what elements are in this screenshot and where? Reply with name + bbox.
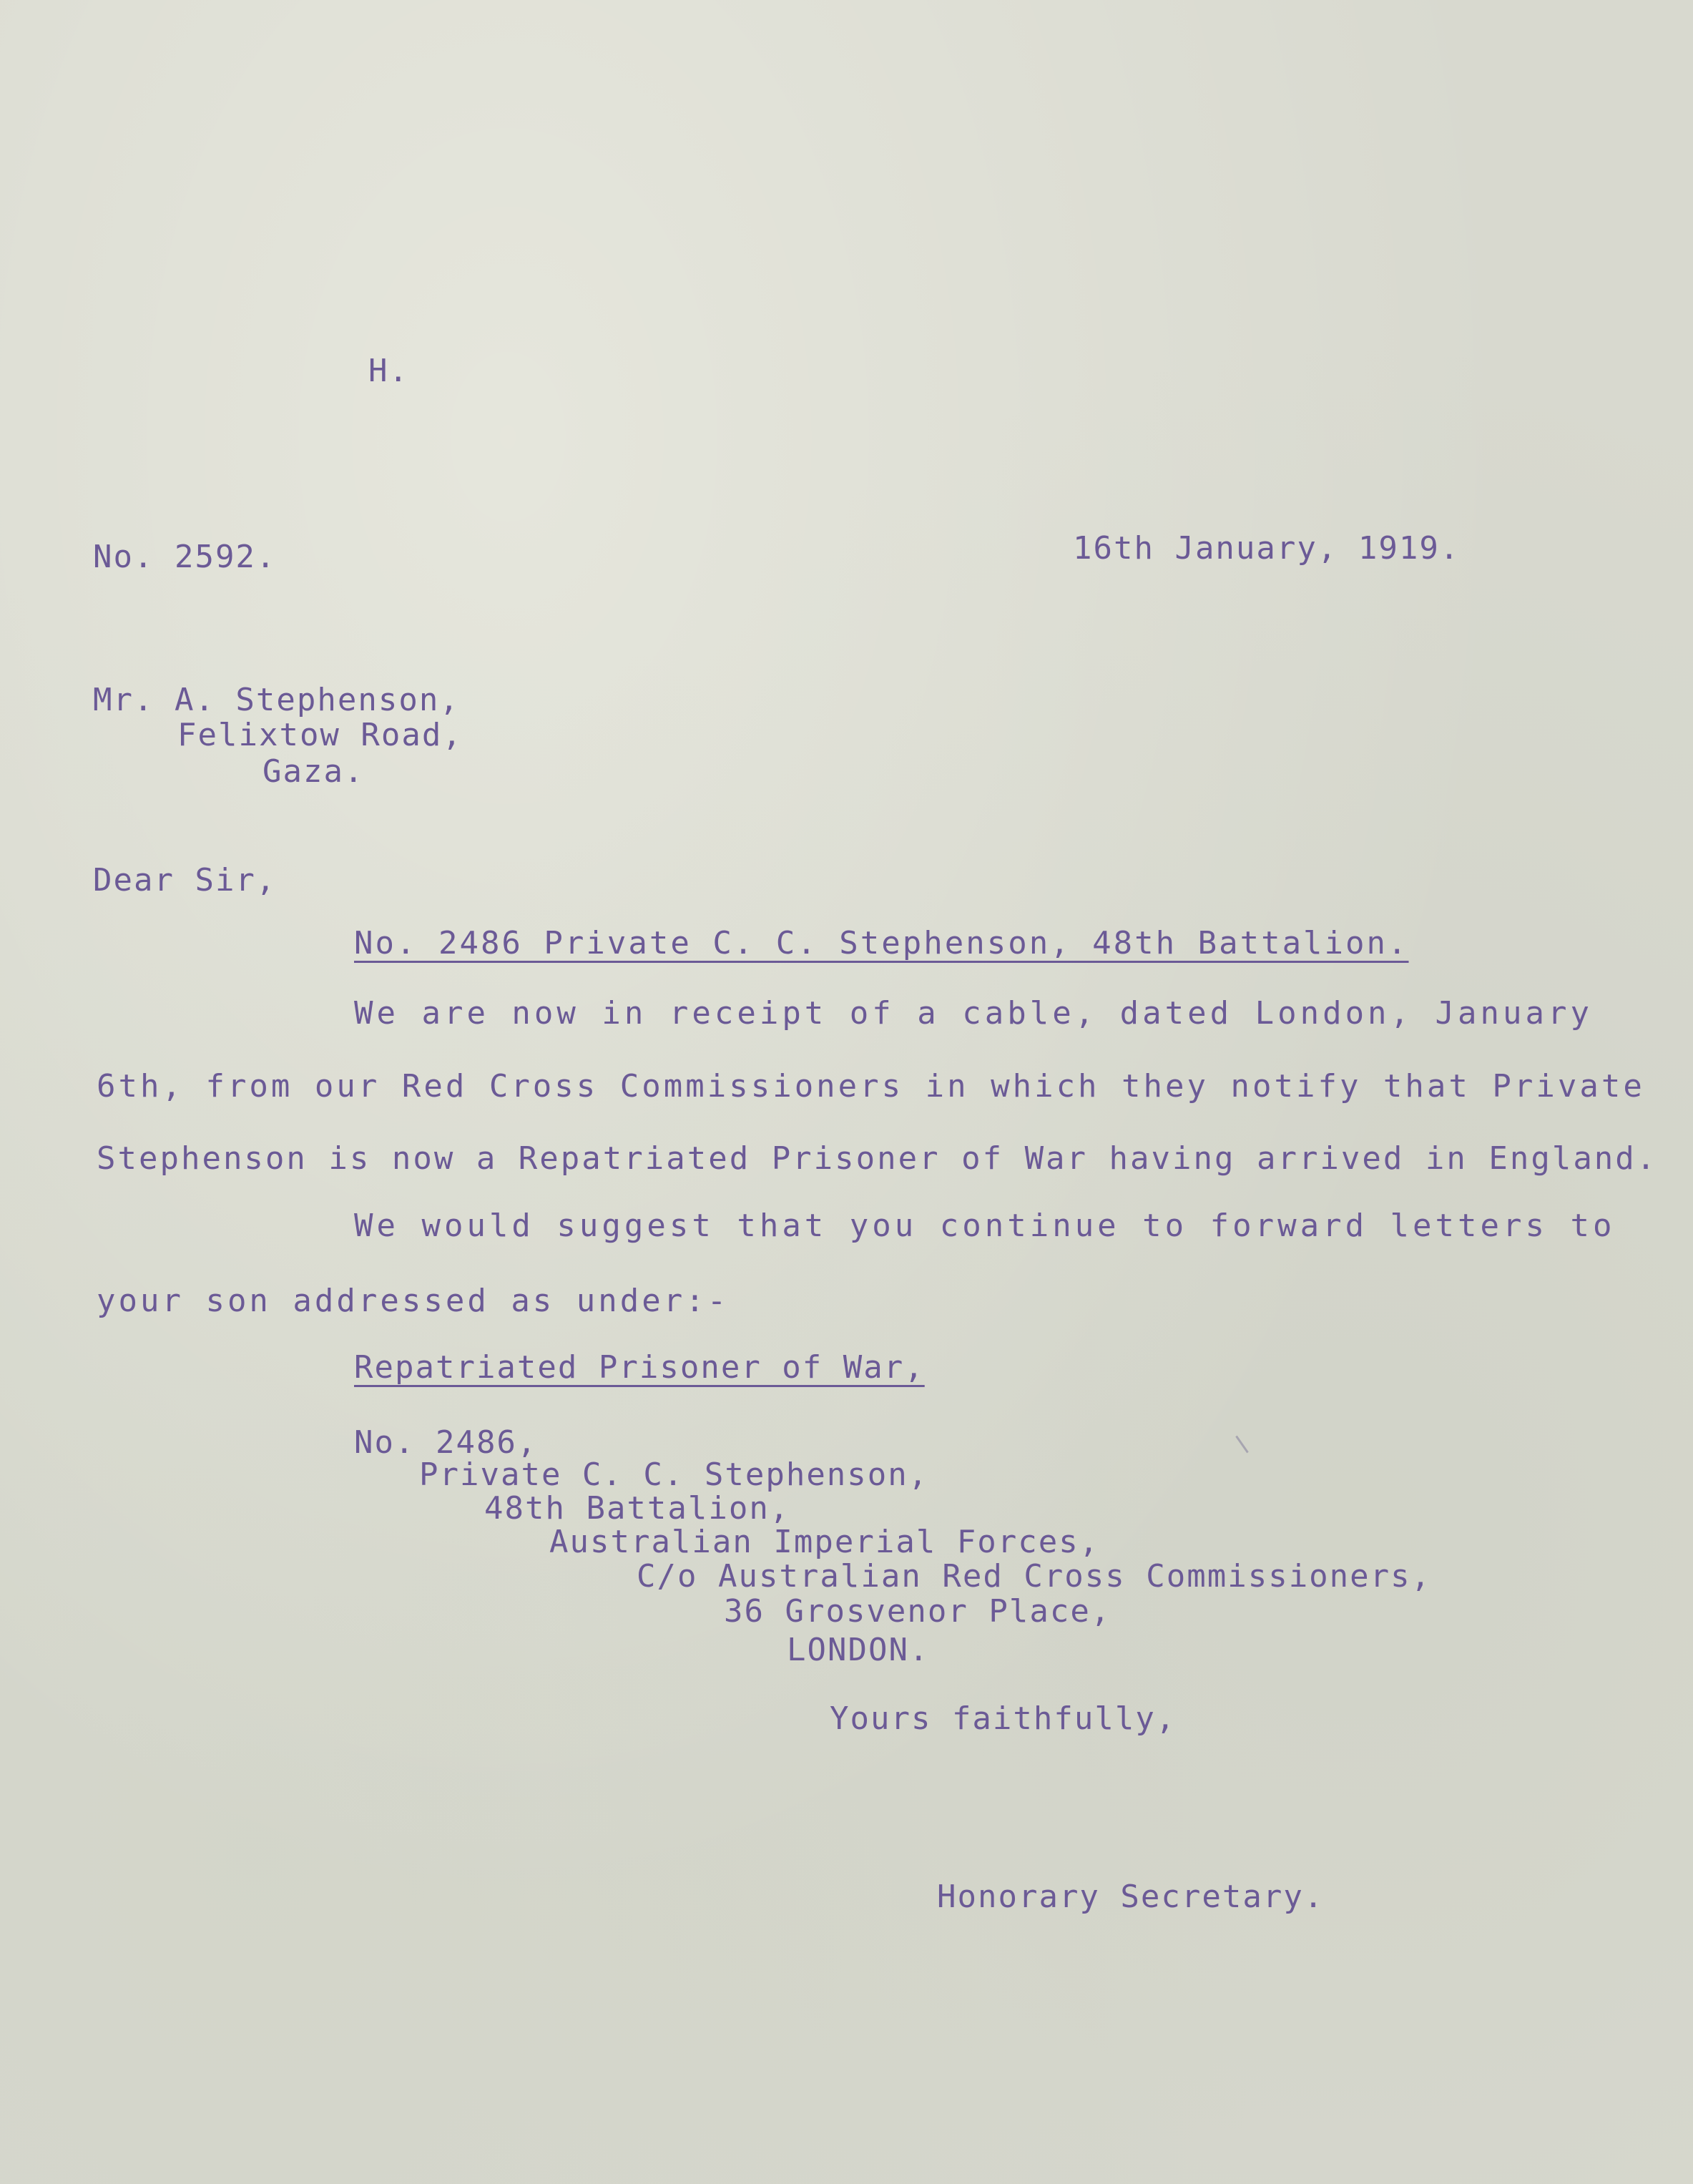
salutation: Dear Sir, (93, 862, 277, 898)
subject-line: No. 2486 Private C. C. Stephenson, 48th Battalion. (354, 925, 1409, 961)
body-line: your son addressed as under:- (97, 1283, 730, 1319)
signatory-title: Honorary Secretary. (937, 1879, 1325, 1915)
address-line: 36 Grosvenor Place, (724, 1593, 1112, 1630)
closing: Yours faithfully, (830, 1700, 1177, 1737)
recipient-town: Gaza. (262, 753, 365, 790)
body-line: We would suggest that you continue to forward letters to (354, 1208, 1616, 1244)
file-mark: H. (368, 353, 409, 389)
recipient-street: Felixtow Road, (177, 717, 463, 753)
address-line: C/o Australian Red Cross Commissioners, (637, 1558, 1432, 1595)
address-line: LONDON. (787, 1632, 930, 1668)
body-line: We are now in receipt of a cable, dated London, January (354, 995, 1593, 1032)
body-line: Stephenson is now a Repatriated Prisoner of War having arrived in England. (97, 1140, 1658, 1177)
body-line: 6th, from our Red Cross Commissioners in which they notify that Private (97, 1068, 1645, 1105)
address-line: No. 2486, (354, 1424, 538, 1461)
address-heading: Repatriated Prisoner of War, (354, 1349, 925, 1386)
letter-date: 16th January, 1919. (1073, 530, 1461, 567)
address-line: Australian Imperial Forces, (549, 1524, 1100, 1560)
address-line: Private C. C. Stephenson, (419, 1456, 929, 1493)
recipient-name: Mr. A. Stephenson, (93, 682, 460, 718)
address-line: 48th Battalion, (484, 1490, 790, 1527)
paper-mark (1235, 1436, 1249, 1454)
reference-number: No. 2592. (93, 539, 277, 575)
